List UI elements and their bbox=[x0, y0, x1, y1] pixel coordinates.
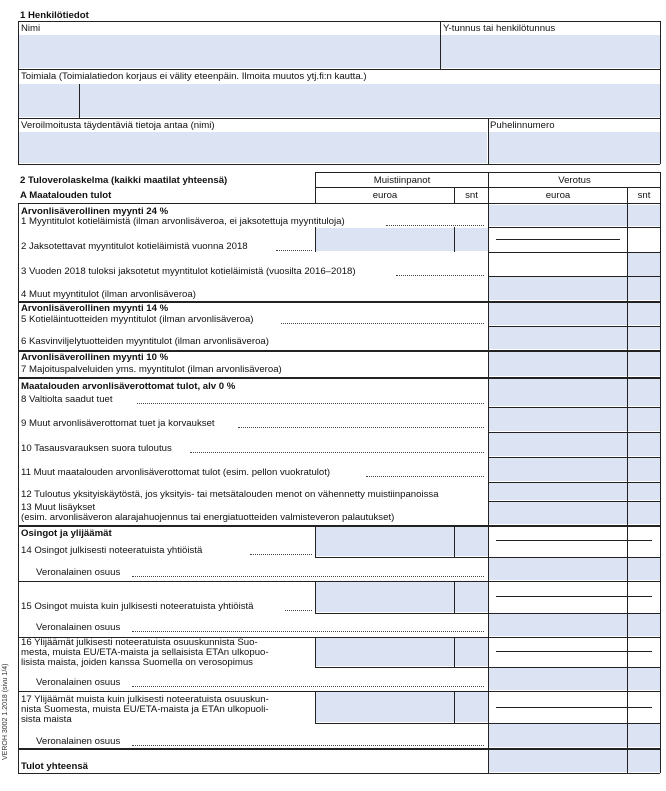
contact-field[interactable] bbox=[19, 132, 487, 163]
notes-header: Muistiinpanot bbox=[373, 175, 431, 186]
tax-euro-total[interactable] bbox=[489, 750, 627, 772]
tax-cent-r1[interactable] bbox=[628, 205, 660, 226]
industry-label: Toimiala (Toimialatiedon korjaus ei välity eteenpäin. Ilmoita muutos ytj.fi:n kautta.) bbox=[21, 71, 367, 82]
dividends-heading: Osingot ja ylijäämät bbox=[21, 528, 112, 539]
row17-label-1: 17 Ylijäämät muista kuin julkisesti noteeratuista osuuskun- bbox=[21, 694, 269, 705]
row3-label: 3 Vuoden 2018 tuloksi jaksotetut myyntitulot kotieläimistä (vuosilta 2016–2018) bbox=[21, 266, 356, 277]
tax-cent-r16[interactable] bbox=[628, 668, 660, 690]
tax-cent-r14[interactable] bbox=[628, 558, 660, 580]
contact-label: Veroilmoitusta täydentäviä tietoja antaa (nimi) bbox=[21, 120, 215, 131]
tax-cent-r17[interactable] bbox=[628, 724, 660, 747]
business-id-label: Y-tunnus tai henkilötunnus bbox=[443, 23, 556, 34]
industry-code-field[interactable] bbox=[19, 84, 79, 117]
tax-euro-r16[interactable] bbox=[489, 668, 627, 690]
row4-label: 4 Muut myyntitulot (ilman arvonlisäveroa) bbox=[21, 289, 196, 300]
row14-label: 14 Osingot julkisesti noteeratuista yhtiöistä bbox=[21, 545, 203, 556]
section1-title: 1 Henkilötiedot bbox=[20, 10, 89, 21]
business-id-field[interactable] bbox=[441, 35, 660, 68]
row9-label: 9 Muut arvonlisäverottomat tuet ja korvaukset bbox=[21, 418, 215, 429]
row13-label: 13 Muut lisäykset bbox=[21, 502, 96, 513]
row11-label: 11 Muut maatalouden arvonlisäverottomat tulot (esim. pellon vuokratulot) bbox=[21, 467, 331, 478]
name-label: Nimi bbox=[21, 23, 41, 34]
tax-euro-r5[interactable] bbox=[489, 302, 627, 325]
notes-euro-r16[interactable] bbox=[316, 638, 454, 666]
tax-cent-r12[interactable] bbox=[628, 483, 660, 500]
row14-taxable-label: Veronalainen osuus bbox=[36, 567, 121, 578]
notes-cent-r15[interactable] bbox=[455, 582, 488, 612]
row13-note: (esim. arvonlisäveron alarajahuojennus tai energiatuotteiden valmisteveron palautukset) bbox=[21, 512, 395, 523]
tax-euro-r7[interactable] bbox=[489, 351, 627, 376]
tax-cent-r13[interactable] bbox=[628, 502, 660, 524]
tax-cent-r5[interactable] bbox=[628, 302, 660, 325]
tax-header: Verotus bbox=[558, 175, 591, 186]
name-field[interactable] bbox=[19, 35, 440, 68]
tax-euro-r6[interactable] bbox=[489, 327, 627, 349]
industry-text-field[interactable] bbox=[80, 84, 660, 117]
notes-euro-r15[interactable] bbox=[316, 582, 454, 612]
tax-euro-r11[interactable] bbox=[489, 458, 627, 481]
row16-taxable-label: Veronalainen osuus bbox=[36, 677, 121, 688]
row6-label: 6 Kasvinviljelytuotteiden myyntitulot (ilman arvonlisäveroa) bbox=[21, 336, 269, 347]
tax-euro-r4[interactable] bbox=[489, 277, 627, 300]
h24-heading: Arvonlisäverollinen myynti 24 % bbox=[21, 206, 169, 217]
row16-label-2: mesta, muista EU/ETA-maista ja sellaisista ETAn ulkopuo- bbox=[21, 647, 269, 658]
row17-label-3: sista maista bbox=[21, 714, 72, 725]
tax-cent-r10[interactable] bbox=[628, 433, 660, 456]
section2-title: 2 Tuloverolaskelma (kaikki maatilat yhteensä) bbox=[20, 175, 228, 186]
row10-label: 10 Tasausvarauksen suora tuloutus bbox=[21, 443, 172, 454]
row16-label-1: 16 Ylijäämät julkisesti noteeratuista osuuskunnista Suo- bbox=[21, 637, 258, 648]
tax-euro-r14[interactable] bbox=[489, 558, 627, 580]
tax-cent-r6[interactable] bbox=[628, 327, 660, 349]
tax-cent-r4[interactable] bbox=[628, 277, 660, 300]
notes-euro-r2[interactable] bbox=[316, 228, 454, 251]
notes-cent-header: snt bbox=[465, 190, 478, 201]
row17-taxable-label: Veronalainen osuus bbox=[36, 736, 121, 747]
tax-cent-r7[interactable] bbox=[628, 351, 660, 376]
tax-euro-r10[interactable] bbox=[489, 433, 627, 456]
row5-label: 5 Kotieläintuotteiden myyntitulot (ilman arvonlisäveroa) bbox=[21, 314, 254, 325]
row15-label: 15 Osingot muista kuin julkisesti noteeratuista yhtiöistä bbox=[21, 601, 254, 612]
tax-cent-r11[interactable] bbox=[628, 458, 660, 481]
tax-euro-r9[interactable] bbox=[489, 408, 627, 431]
row16-label-3: lisista maista, joiden kanssa Suomella on verosopimus bbox=[21, 657, 253, 668]
tax-euro-header: euroa bbox=[545, 190, 571, 201]
h0-heading: Maatalouden arvonlisäverottomat tulot, alv 0 % bbox=[21, 381, 236, 392]
phone-label: Puhelinnumero bbox=[490, 120, 555, 131]
notes-cent-r16[interactable] bbox=[455, 638, 488, 666]
notes-cent-r14[interactable] bbox=[455, 527, 488, 556]
row2-label: 2 Jaksotettavat myyntitulot kotieläimistä vuonna 2018 bbox=[21, 241, 248, 252]
row1-label: 1 Myyntitulot kotieläimistä (ilman arvonlisäveroa, ei jaksotettuja myyntituloja) bbox=[21, 216, 345, 227]
notes-cent-r17[interactable] bbox=[455, 692, 488, 722]
tax-euro-r1[interactable] bbox=[489, 205, 627, 226]
tax-cent-r8[interactable] bbox=[628, 379, 660, 406]
notes-euro-header: euroa bbox=[372, 190, 398, 201]
h10-heading: Arvonlisäverollinen myynti 10 % bbox=[21, 352, 169, 363]
row12-label: 12 Tuloutus yksityiskäytöstä, jos yksityis- tai metsätalouden menot on vähennetty muistiinpanoissa bbox=[21, 489, 439, 500]
row17-label-2: nista Suomesta, muista EU/ETA-maista ja ETAn ulkopuoli- bbox=[21, 704, 269, 715]
tax-cent-r3[interactable] bbox=[628, 253, 660, 276]
tax-euro-r8[interactable] bbox=[489, 379, 627, 406]
notes-euro-r17[interactable] bbox=[316, 692, 454, 722]
tax-cent-r9[interactable] bbox=[628, 408, 660, 431]
tax-euro-r15[interactable] bbox=[489, 614, 627, 636]
tax-cent-total[interactable] bbox=[628, 750, 660, 772]
tax-cent-header: snt bbox=[637, 190, 651, 201]
tax-euro-r17[interactable] bbox=[489, 724, 627, 747]
form-code: VEROH 3002 1.2018 (sivu 1/4) bbox=[2, 663, 9, 760]
notes-euro-r14[interactable] bbox=[316, 527, 454, 556]
total-label: Tulot yhteensä bbox=[21, 761, 88, 772]
tax-euro-r12[interactable] bbox=[489, 483, 627, 500]
tax-euro-r13[interactable] bbox=[489, 502, 627, 524]
notes-cent-r2[interactable] bbox=[455, 228, 488, 251]
phone-field[interactable] bbox=[489, 132, 660, 163]
row15-taxable-label: Veronalainen osuus bbox=[36, 622, 121, 633]
tax-cent-r15[interactable] bbox=[628, 614, 660, 636]
row7-label: 7 Majoituspalveluiden yms. myyntitulot (ilman arvonlisäveroa) bbox=[21, 364, 282, 375]
h14-heading: Arvonlisäverollinen myynti 14 % bbox=[21, 303, 169, 314]
section2-subtitle: A Maatalouden tulot bbox=[20, 190, 112, 201]
row8-label: 8 Valtiolta saadut tuet bbox=[21, 394, 113, 405]
